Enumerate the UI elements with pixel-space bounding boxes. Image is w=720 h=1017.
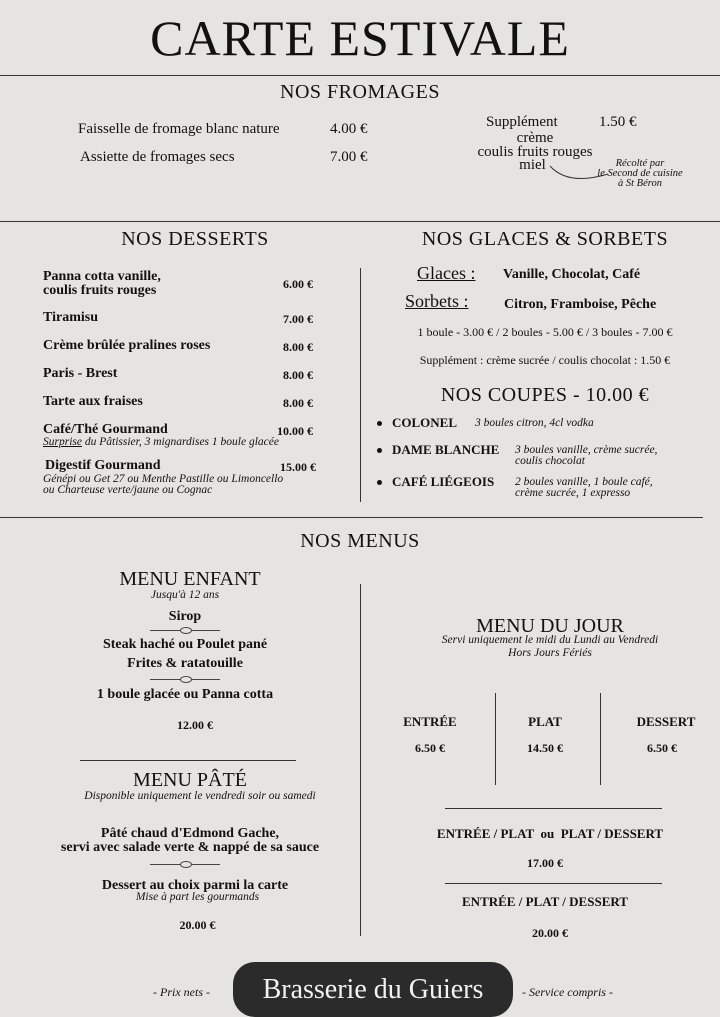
dessert-name: Crème brûlée pralines roses (43, 338, 211, 353)
ornament-divider (150, 675, 220, 683)
menu-pate-title: MENU PÂTÉ (133, 769, 247, 791)
menu-pate-main: servi avec salade verte & nappé de sa sauce (60, 840, 320, 855)
dessert-name: Digestif Gourmand (45, 458, 161, 473)
column-divider (600, 693, 601, 785)
menu-enfant-price: 12.00 € (177, 718, 213, 732)
menu-enfant-main: Frites & ratatouille (127, 656, 243, 671)
bullet (377, 421, 382, 426)
menu-enfant-title: MENU ENFANT (119, 568, 261, 590)
menu-jour-combo-label: ENTRÉE / PLAT ou PLAT / DESSERT (436, 826, 664, 841)
bullet (377, 480, 382, 485)
footer-note-right: - Service compris - (522, 985, 613, 999)
bullet (377, 448, 382, 453)
footer-note-left: - Prix nets - (153, 985, 210, 999)
ornament-divider (150, 860, 220, 868)
dessert-name: Tiramisu (43, 310, 98, 325)
supplement-price: 1.50 € (599, 114, 637, 130)
dessert-name: coulis fruits rouges (43, 283, 157, 298)
menu-pate-dessert-note: Mise à part les gourmands (135, 891, 260, 903)
divider (80, 760, 296, 761)
coupe-description: crème sucrée, 1 expresso (515, 487, 631, 499)
sorbets-flavors: Citron, Framboise, Pêche (504, 297, 657, 312)
column-divider (360, 584, 361, 936)
menu-enfant-main: Steak haché ou Poulet pané (102, 637, 268, 652)
honey-note: à St Béron (618, 178, 662, 189)
divider (445, 883, 662, 884)
fromage-item-name: Assiette de fromages secs (80, 149, 235, 165)
dessert-name: Tarte aux fraises (43, 394, 143, 409)
menu-jour-combo-price: 17.00 € (527, 856, 563, 870)
dessert-description-rest: du Pâtissier, 3 mignardises 1 boule glacée (81, 436, 279, 448)
dessert-description: Génépi ou Get 27 ou Menthe Pastille ou Limoncello (43, 473, 284, 485)
dessert-price: 8.00 € (283, 340, 313, 354)
menu-jour-combo-label: ENTRÉE / PLAT / DESSERT (462, 894, 628, 909)
dessert-description-emphasis: Surprise (43, 436, 82, 448)
divider (0, 221, 720, 222)
brand-logo: Brasserie du Guiers (233, 962, 513, 1017)
dessert-name: Paris - Brest (43, 366, 118, 381)
menu-enfant-drink: Sirop (168, 609, 202, 624)
dessert-description (43, 437, 279, 448)
supplement-option: miel (519, 157, 546, 173)
sorbets-label: Sorbets : (405, 291, 469, 311)
menu-pate-main: Pâté chaud d'Edmond Gache, (100, 826, 280, 841)
menu-jour-column-label: DESSERT (636, 714, 696, 729)
dessert-price: 10.00 € (277, 424, 313, 438)
dessert-price: 8.00 € (283, 396, 313, 410)
coupe-description: 3 boules vanille, crème sucrée, (515, 444, 658, 456)
menu-enfant-subtitle: Jusqu'à 12 ans (150, 589, 220, 601)
menu-jour-column-price: 6.50 € (415, 741, 445, 755)
divider (0, 75, 720, 76)
supplement-option: coulis fruits rouges (477, 144, 593, 160)
coupe-description: coulis chocolat (515, 455, 585, 467)
honey-note: Récolté par (615, 158, 665, 169)
divider (445, 808, 662, 809)
section-heading-menus: NOS MENUS (300, 530, 420, 552)
column-divider (360, 268, 361, 502)
dessert-price: 15.00 € (280, 460, 316, 474)
menu-enfant-dessert: 1 boule glacée ou Panna cotta (96, 687, 274, 702)
coupe-name: CAFÉ LIÉGEOIS (392, 474, 495, 489)
menu-jour-column-price: 14.50 € (527, 741, 563, 755)
fromage-item-price: 4.00 € (330, 121, 368, 137)
section-heading-fromages: NOS FROMAGES (280, 81, 440, 103)
supplement-option: crème (516, 130, 554, 146)
menu-jour-column-label: PLAT (528, 714, 562, 729)
menu-pate-subtitle: Disponible uniquement le vendredi soir ou samedi (84, 790, 316, 802)
fromage-item-price: 7.00 € (330, 149, 368, 165)
section-heading-desserts: NOS DESSERTS (121, 228, 269, 250)
ornament-divider (150, 626, 220, 634)
menu-pate-dessert: Dessert au choix parmi la carte (101, 878, 289, 893)
menu-jour-subtitle: Hors Jours Fériés (508, 647, 592, 659)
menu-jour-title: MENU DU JOUR (476, 615, 624, 637)
coupe-name: DAME BLANCHE (392, 442, 500, 457)
page-title: CARTE ESTIVALE (150, 10, 570, 66)
coupe-description: 2 boules vanille, 1 boule café, (515, 476, 653, 488)
dessert-name: Panna cotta vanille, (43, 269, 161, 284)
fromage-item-name: Faisselle de fromage blanc nature (78, 121, 280, 137)
dessert-price: 8.00 € (283, 368, 313, 382)
supplement-label: Supplément (486, 114, 558, 130)
section-heading-coupes: NOS COUPES - 10.00 € (440, 384, 650, 406)
glaces-flavors: Vanille, Chocolat, Café (503, 267, 641, 282)
dessert-description: ou Charteuse verte/jaune ou Cognac (43, 484, 213, 496)
menu-jour-subtitle: Servi uniquement le midi du Lundi au Vendredi (441, 634, 659, 646)
dessert-name: Café/Thé Gourmand (43, 422, 168, 437)
coupe-name: COLONEL (392, 415, 458, 430)
divider (0, 517, 703, 518)
column-divider (495, 693, 496, 785)
menu-jour-column-price: 6.50 € (647, 741, 677, 755)
honey-note: le Second de cuisine (597, 168, 683, 179)
coupe-description: 3 boules citron, 4cl vodka (475, 417, 594, 429)
dessert-price: 6.00 € (283, 277, 313, 291)
section-heading-glaces: NOS GLACES & SORBETS (421, 228, 669, 250)
menu-pate-price: 20.00 € (179, 918, 216, 932)
glaces-pricing: 1 boule - 3.00 € / 2 boules - 5.00 € / 3 boules - 7.00 € (417, 325, 673, 339)
menu-jour-combo-price: 20.00 € (532, 926, 568, 940)
menu-jour-column-label: ENTRÉE (403, 714, 457, 729)
glaces-supplement: Supplément : crème sucrée / coulis chocolat : 1.50 € (419, 353, 671, 367)
glaces-label: Glaces : (417, 263, 476, 283)
dessert-price: 7.00 € (283, 312, 313, 326)
